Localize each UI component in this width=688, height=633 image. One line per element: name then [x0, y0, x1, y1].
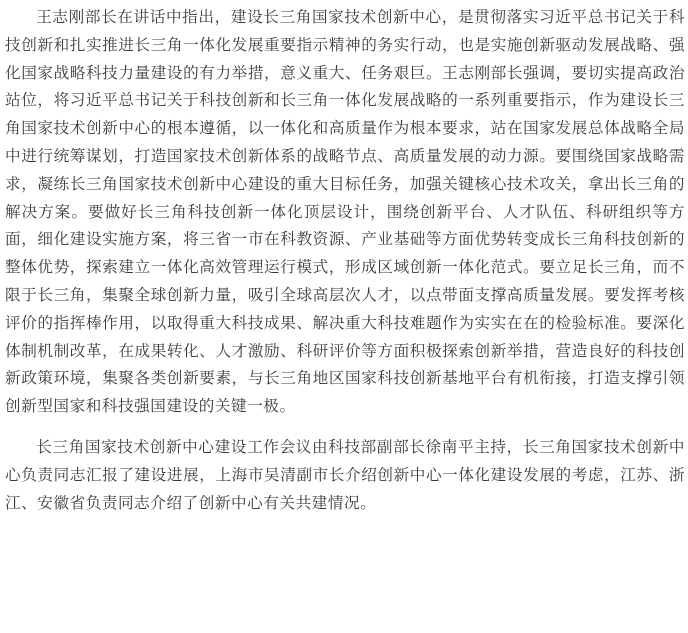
article-body: [5, 4, 685, 517]
article-paragraph-2: 长三角国家技术创新中心建设工作会议由科技部副部长徐南平主持，长三角国家技术创新中心负责同志汇报了建设进展，上海市吴清副市长介绍创新中心一体化建设发展的考虑，江苏、浙江、安徽省负责同志介绍了创新中心有关共建情况。: [5, 437, 685, 512]
article-paragraph-1: 王志刚部长在讲话中指出，建设长三角国家技术创新中心，是贯彻落实习近平总书记关于科技创新和扎实推进长三角一体化发展重要指示精神的务实行动，也是实施创新驱动发展战略、强化国家战略科技力量建设的有力举措，意义重大、任务艰巨。王志刚部长强调，要切实提高政治站位，将习近平总书记关于科技创新和长三角一体化发展战略的一系列重要指示，作为建设长三角国家技术创新中心的根本遵循，以一体化和高质量作为根本要求，站在国家发展总体战略全局中进行统筹谋划，打造国家技术创新体系的战略节点、高质量发展的动力源。要围绕国家战略需求，凝练长三角国家技术创新中心建设的重大目标任务，加强关键核心技术攻关，拿出长三角的解决方案。要做好长三角科技创新一体化顶层设计，围绕创新平台、人才队伍、科研组织等方面，细化建设实施方案，将三省一市在科教资源、产业基础等方面优势转变成长三角科技创新的整体优势，探索建立一体化高效管理运行模式，形成区域创新一体化范式。要立足长三角，而不限于长三角，集聚全球创新力量，吸引全球高层次人才，以点带面支撑高质量发展。要发挥考核评价的指挥棒作用，以取得重大科技成果、解决重大科技难题作为实实在在的检验标准。要深化体制机制改革，在成果转化、人才激励、科研评价等方面积极探索创新举措，营造良好的科技创新政策环境，集聚各类创新要素，与长三角地区国家科技创新基地平台有机衔接，打造支撑引领创新型国家和科技强国建设的关键一极。: [5, 8, 685, 416]
